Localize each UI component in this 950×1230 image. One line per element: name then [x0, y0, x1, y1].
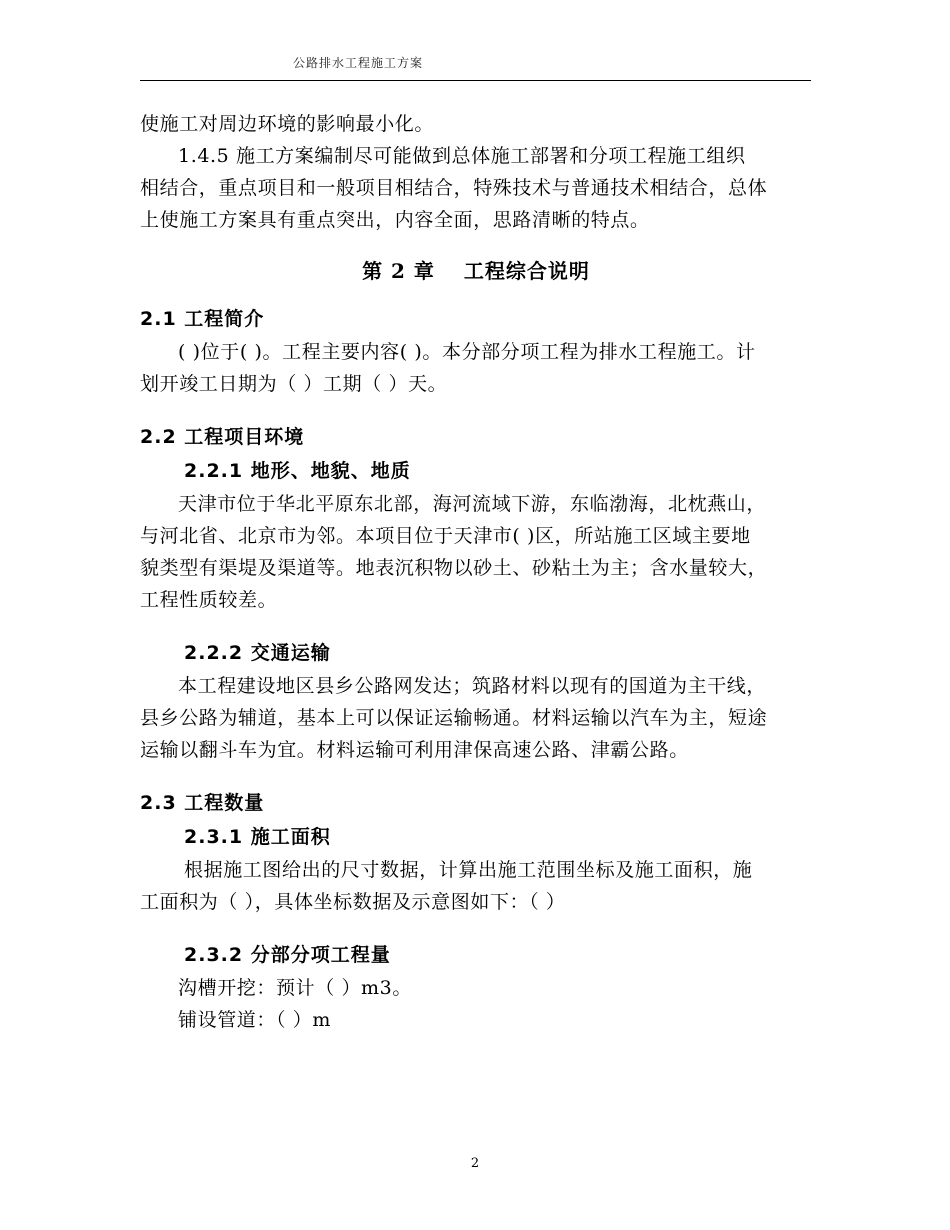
section-heading-2-1: 2.1 工程简介: [140, 308, 265, 330]
subsection-heading-2-2-2: 2.2.2 交通运输: [184, 642, 331, 664]
paragraph-line: 划开竣工日期为（ ）工期（ ）天。: [140, 373, 448, 395]
running-header: 公路排水工程施工方案: [293, 56, 424, 70]
paragraph-line: 根据施工图给出的尺寸数据，计算出施工范围坐标及施工面积，施: [184, 859, 753, 881]
paragraph-line: 与河北省、北京市为邻。本项目位于天津市( )区，所站施工区域主要地: [140, 525, 751, 547]
paragraph-line: 貌类型有渠堤及渠道等。地表沉积物以砂土、砂粘土为主；含水量较大，: [140, 557, 768, 579]
paragraph-line: 相结合，重点项目和一般项目相结合，特殊技术与普通技术相结合，总体: [140, 177, 768, 199]
paragraph-line: 运输以翻斗车为宜。材料运输可利用津保高速公路、津霸公路。: [140, 739, 689, 761]
chapter-title: 第 2 章 工程综合说明: [362, 259, 590, 283]
paragraph-line: 上使施工方案具有重点突出，内容全面，思路清晰的特点。: [140, 209, 650, 231]
section-heading-2-3: 2.3 工程数量: [140, 792, 265, 814]
header-rule: [140, 80, 811, 81]
paragraph-line: 本工程建设地区县乡公路网发达；筑路材料以现有的国道为主干线，: [178, 675, 767, 697]
paragraph-line: ( )位于( )。工程主要内容( )。本分部分项工程为排水工程施工。计: [178, 341, 756, 363]
subsection-heading-2-2-1: 2.2.1 地形、地貌、地质: [184, 460, 411, 482]
list-item: 沟槽开挖：预计（ ）m3。: [178, 977, 412, 999]
subsection-heading-2-3-2: 2.3.2 分部分项工程量: [184, 944, 391, 966]
paragraph-line: 工程性质较差。: [140, 589, 278, 611]
page-body: [140, 108, 812, 1036]
paragraph-line: 工面积为（ ），具体坐标数据及示意图如下：（ ）: [140, 891, 566, 913]
paragraph-line: 县乡公路为辅道，基本上可以保证运输畅通。材料运输以汽车为主，短途: [140, 707, 768, 729]
paragraph-line: 天津市位于华北平原东北部，海河流域下游，东临渤海，北枕燕山，: [178, 493, 767, 515]
paragraph-line: 使施工对周边环境的影响最小化。: [140, 113, 435, 135]
subsection-heading-2-3-1: 2.3.1 施工面积: [184, 826, 331, 848]
paragraph-line: 1.4.5 施工方案编制尽可能做到总体施工部署和分项工程施工组织: [178, 145, 746, 167]
section-heading-2-2: 2.2 工程项目环境: [140, 426, 305, 448]
list-item: 铺设管道：（ ）m: [178, 1009, 331, 1031]
page-number: 2: [470, 1156, 480, 1171]
